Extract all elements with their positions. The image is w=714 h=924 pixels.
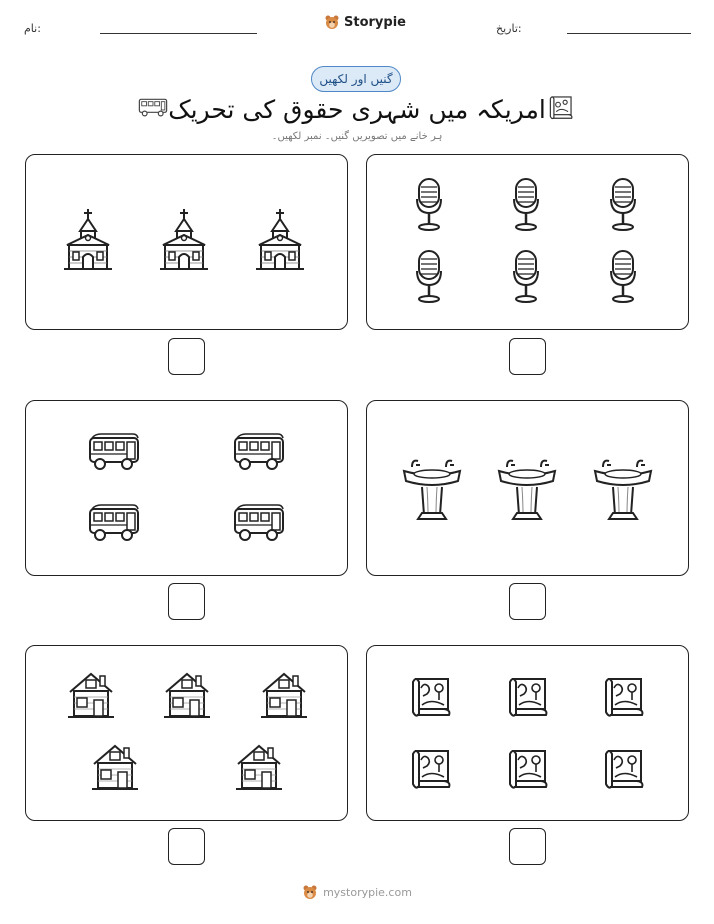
microphone-icon xyxy=(609,249,637,307)
scroll-icon xyxy=(409,746,453,794)
church-icon xyxy=(64,207,112,275)
scroll-icon xyxy=(409,674,453,722)
answer-box-houses[interactable] xyxy=(168,828,205,865)
answer-box-sinks[interactable] xyxy=(509,583,546,620)
name-label: نام: xyxy=(24,22,41,35)
house-icon xyxy=(261,670,307,724)
microphone-icon xyxy=(512,249,540,307)
bus-icon xyxy=(87,503,141,547)
scroll-icon xyxy=(602,746,646,794)
sink-icon xyxy=(593,457,653,525)
answer-box-buses[interactable] xyxy=(168,583,205,620)
house-icon xyxy=(236,742,282,796)
house-icon xyxy=(68,670,114,724)
microphone-icon xyxy=(415,249,443,307)
answer-box-microphones[interactable] xyxy=(509,338,546,375)
microphone-icon xyxy=(609,177,637,235)
bus-icon xyxy=(232,503,286,547)
church-icon xyxy=(160,207,208,275)
brand-logo xyxy=(324,14,406,30)
footer xyxy=(0,884,714,900)
date-label: تاریخ: xyxy=(496,22,522,35)
name-line[interactable] xyxy=(100,33,257,34)
bear-mascot-icon xyxy=(324,14,340,30)
panel-sinks xyxy=(366,400,689,576)
panel-microphones xyxy=(366,154,689,330)
answer-box-scrolls[interactable] xyxy=(509,828,546,865)
date-line[interactable] xyxy=(567,33,691,34)
scroll-icon xyxy=(602,674,646,722)
bus-icon xyxy=(87,432,141,476)
worksheet-title: امریکہ میں شہری حقوق کی تحریک xyxy=(168,95,546,124)
microphone-icon xyxy=(415,177,443,235)
bus-icon xyxy=(232,432,286,476)
panel-churches xyxy=(25,154,348,330)
panel-scrolls xyxy=(366,645,689,821)
instruction-text: ہر خانے میں تصویریں گنیں۔ نمبر لکھیں۔ xyxy=(271,131,443,142)
scroll-icon xyxy=(506,746,550,794)
church-icon xyxy=(256,207,304,275)
bear-mascot-icon xyxy=(302,884,318,900)
footer-url[interactable]: mystorypie.com xyxy=(323,885,412,899)
house-icon xyxy=(92,742,138,796)
microphone-icon xyxy=(512,177,540,235)
scroll-icon xyxy=(506,674,550,722)
scroll-icon xyxy=(548,94,574,124)
panel-houses xyxy=(25,645,348,821)
sink-icon xyxy=(497,457,557,525)
sink-icon xyxy=(402,457,462,525)
panel-buses xyxy=(25,400,348,576)
answer-box-churches[interactable] xyxy=(168,338,205,375)
house-icon xyxy=(164,670,210,724)
activity-badge: گنیں اور لکھیں xyxy=(311,66,401,92)
brand-name: Storypie xyxy=(344,14,406,30)
